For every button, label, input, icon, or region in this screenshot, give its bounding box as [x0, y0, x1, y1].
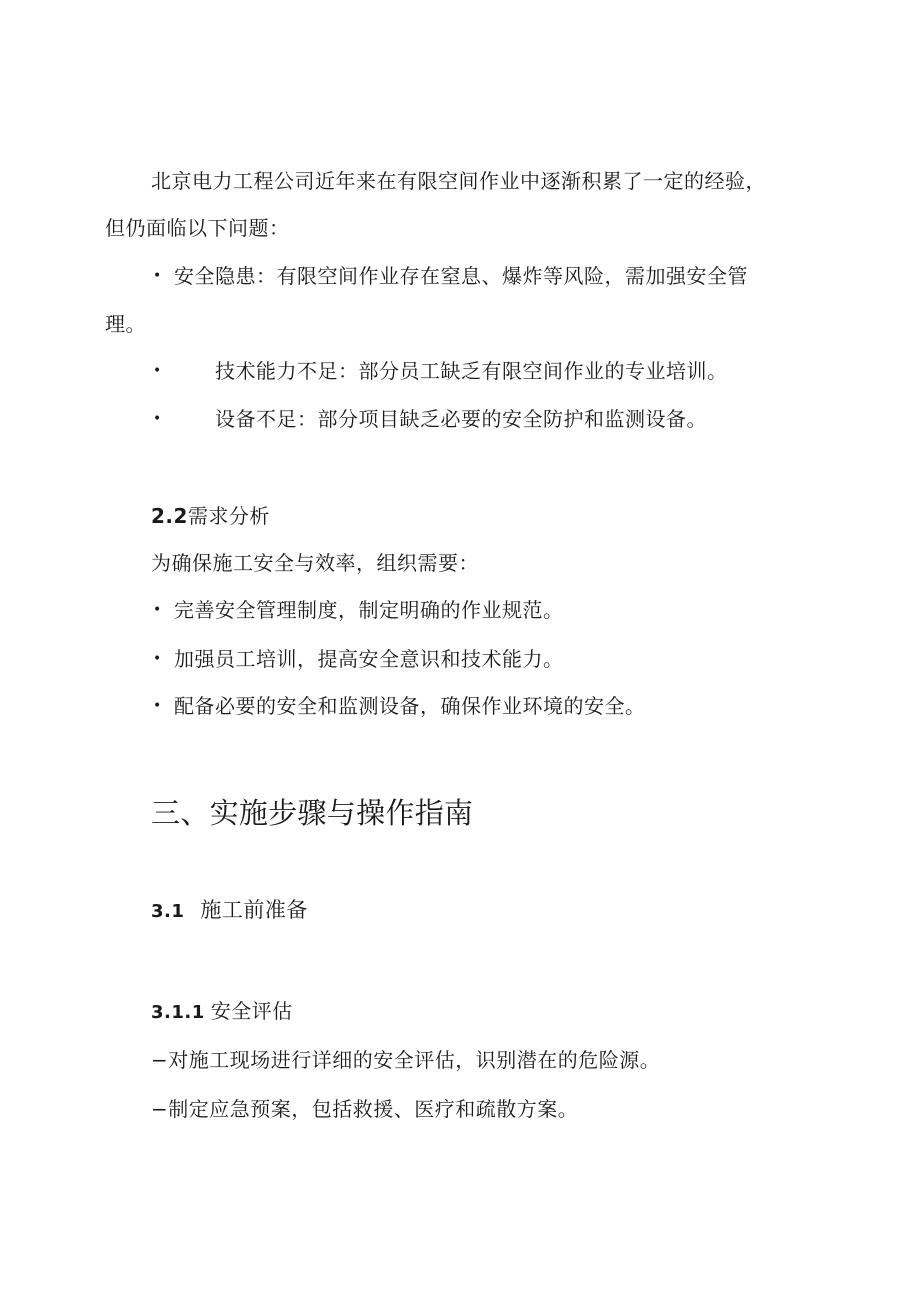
intro-paragraph-line-1: 北京电力工程公司近年来在有限空间作业中逐渐积累了一定的经验， — [151, 169, 766, 193]
need-item-3: 配备必要的安全和监测设备，确保作业环境的安全。 — [174, 694, 646, 718]
bullet-marker: • — [153, 602, 162, 618]
bullet-marker: • — [153, 411, 162, 427]
section-3-1-heading — [151, 896, 308, 926]
section-number: 3.1 — [151, 901, 185, 922]
problem-item-safety-line-2: 理。 — [105, 312, 146, 336]
bullet-marker: • — [153, 268, 162, 284]
section-3-1-1-heading — [151, 997, 293, 1027]
section-number: 2.2 — [151, 504, 188, 528]
bullet-marker: • — [153, 363, 162, 379]
problem-item-equipment: 设备不足：部分项目缺乏必要的安全防护和监测设备。 — [215, 407, 707, 431]
need-item-2: 加强员工培训，提高安全意识和技术能力。 — [174, 647, 564, 671]
problem-item-skills: 技术能力不足：部分员工缺乏有限空间作业的专业培训。 — [215, 359, 728, 383]
section-number: 3.1.1 — [151, 1002, 205, 1023]
need-item-1: 完善安全管理制度，制定明确的作业规范。 — [174, 598, 564, 622]
problem-item-safety-line-1: 安全隐患：有限空间作业存在窒息、爆炸等风险，需加强安全管 — [174, 264, 748, 288]
section-title: 需求分析 — [187, 504, 270, 528]
section-title: 安全评估 — [210, 999, 293, 1023]
chapter-3-heading: 三、实施步骤与操作指南 — [151, 796, 474, 830]
section-title: 施工前准备 — [200, 898, 308, 922]
intro-paragraph-line-2: 但仍面临以下问题： — [105, 216, 290, 240]
section-2-2-heading — [151, 502, 270, 530]
assessment-line-2: −制定应急预案，包括救援、医疗和疏散方案。 — [151, 1097, 579, 1121]
assessment-line-1: −对施工现场进行详细的安全评估，识别潜在的危险源。 — [151, 1048, 661, 1072]
bullet-marker: • — [153, 698, 162, 714]
section-2-2-intro: 为确保施工安全与效率，组织需要： — [151, 551, 479, 575]
bullet-marker: • — [153, 651, 162, 667]
